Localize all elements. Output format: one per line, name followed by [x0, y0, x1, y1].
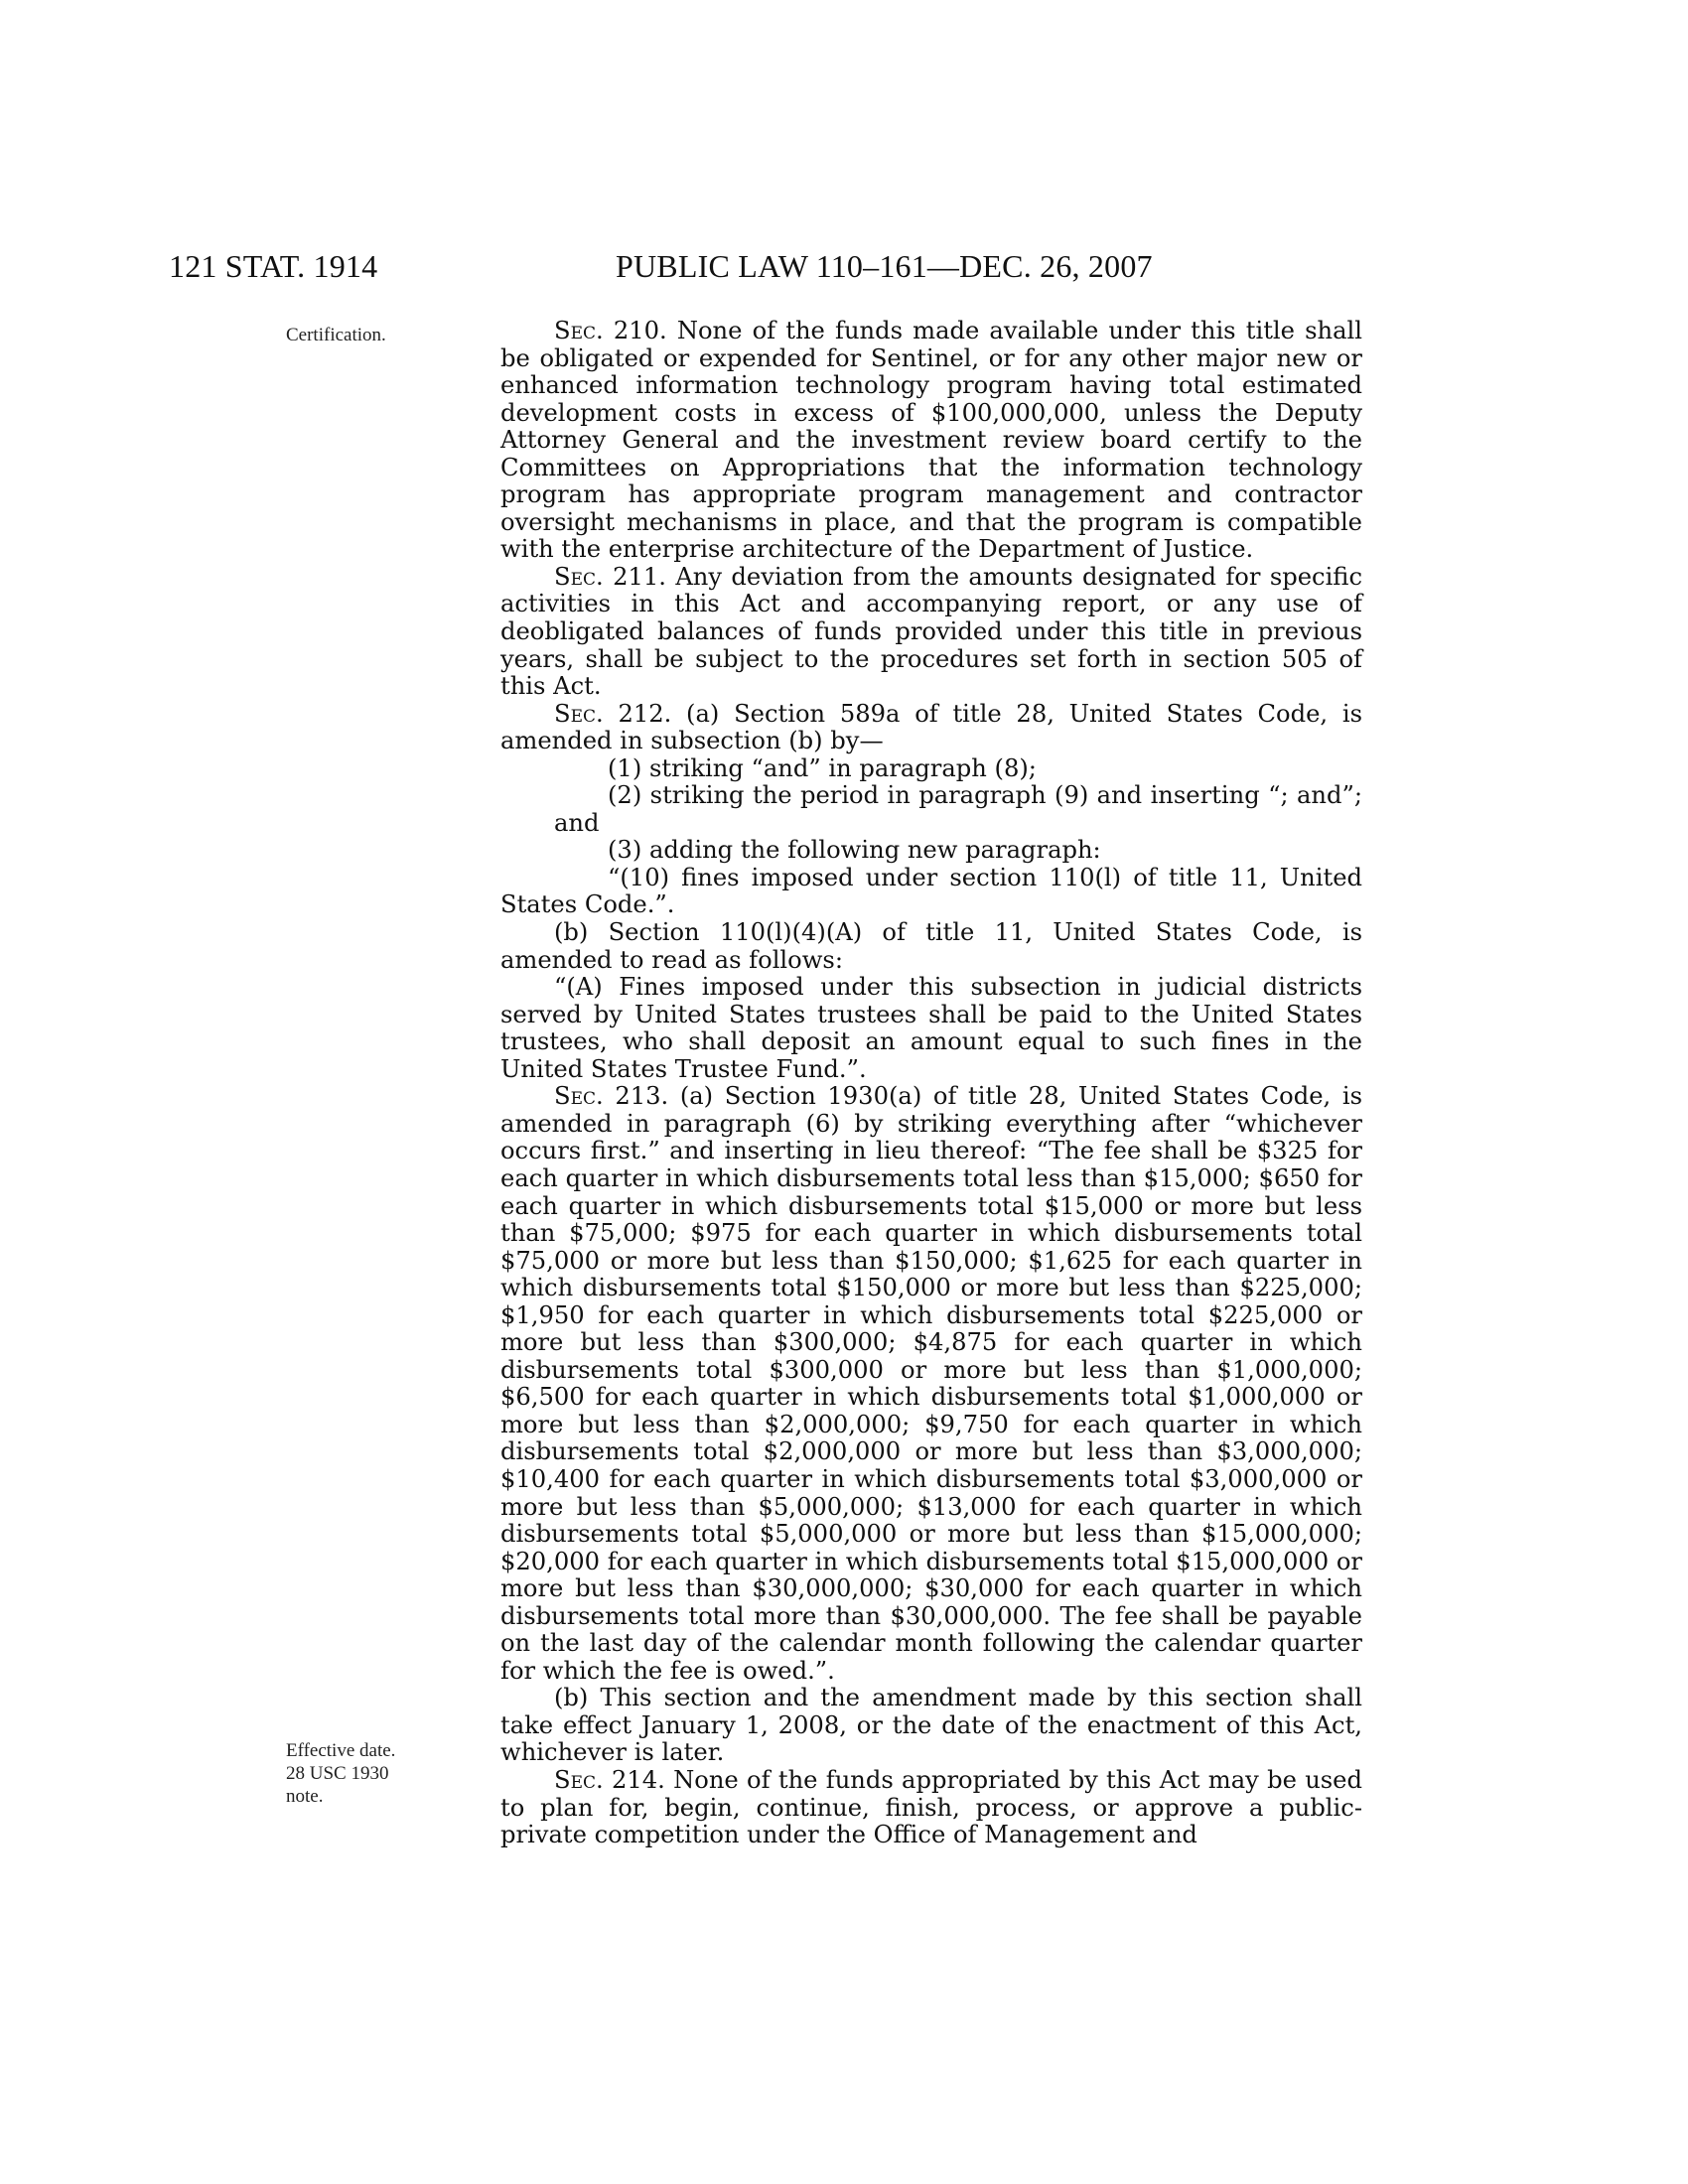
section-label: Sec. [554, 1765, 604, 1794]
section-212-a-3: (3) adding the following new paragraph: [608, 836, 1101, 865]
section-212-a-3-paragraph: “(10) fines imposed under section 110(l) of title 11, United States Code.”. [500, 863, 1362, 919]
section-212-a-2: (2) striking the period in paragraph (9) and inserting “; and”; and [554, 781, 1362, 837]
certification-note: Certification. [286, 325, 386, 345]
section-213-a-text: 213. (a) Section 1930(a) of title 28, United States Code, is amended in paragraph (6) by striking everything after “whichever occurs first.” and inserting in lieu thereof: “The fee shall be $325 for each quarter in which disbursements total less than $15,000; $650 for each quarter in which disbursements total $15,000 or more but less than $75,000; $975 for each quarter in which disbursements total $75,000 or more but less than $150,000; $1,625 for each quarter in which disbursements total $150,000 or more but less than $225,000; $1,950 for each quarter in which disbursements total $225,000 or more but less than $300,000; $4,875 for each quarter in which disbursements total $300,000 or more but less than $1,000,000; $6,500 for each quarter in which disbursements total $1,000,000 or more but less than $2,000,000; $9,750 for each quarter in which disbursements total $2,000,000 or more but less than $3,000,000; $10,400 for each quarter in which disbursements total $3,000,000 or more but less than $5,000,000; $13,000 for each quarter in which disbursements total $5,000,000 or more but less than $15,000,000; $20,000 for each quarter in which disbursements total $15,000,000 or more but less than $30,000,000; $30,000 for each quarter in which disbursements total more than $30,000,000. The fee shall be payable on the last day of the calendar month following the calendar quarter for which the fee is owed.”. [500, 1082, 1362, 1685]
section-214 [500, 1767, 1362, 1849]
effective-date-note: Effective date. [286, 1740, 396, 1761]
margin-note-effective-date [286, 1739, 445, 1808]
section-212-a [500, 701, 1362, 755]
section-212-a-1: (1) striking “and” in paragraph (8); [608, 753, 1037, 782]
section-214-text: 214. None of the funds appropriated by this Act may be used to plan for, begin, continue, finish, process, or approve a public-private competition under the Office of Management and [500, 1765, 1362, 1849]
section-211 [500, 564, 1362, 701]
section-211-text: 211. Any deviation from the amounts designated for specific activities in this Act and accompanying report, or any use of deobligated balances of funds provided under this title in previous years, shall be subject to the procedures set forth in section 505 of this Act. [500, 562, 1362, 701]
section-213-a [500, 1083, 1362, 1685]
usc-note-line2: note. [286, 1786, 324, 1807]
section-label: Sec. [554, 562, 604, 591]
section-212-b-paragraph: “(A) Fines imposed under this subsection in judicial districts served by United States trustees shall be paid to the United States trustees, who shall deposit an amount equal to such fines in the United States Trustee Fund.”. [500, 973, 1362, 1083]
section-label: Sec. [554, 699, 604, 728]
usc-note-line1: 28 USC 1930 [286, 1763, 389, 1784]
margin-note-certification [286, 324, 445, 346]
section-212-a-text: 212. (a) Section 589a of title 28, United States Code, is amended in subsection (b) by— [500, 699, 1362, 755]
section-label: Sec. [554, 1082, 604, 1111]
public-law-title: PUBLIC LAW 110–161—DEC. 26, 2007 [616, 248, 1153, 284]
section-213-b: (b) This section and the amendment made by this section shall take effect January 1, 2008, or the date of the enactment of this Act, whichever is later. [500, 1684, 1362, 1767]
statute-page-number: 121 STAT. 1914 [169, 248, 378, 284]
section-210-text: 210. None of the funds made available under this title shall be obligated or expended for Sentinel, or for any other major new or enhanced information technology program having total estimated development costs in excess of $100,000,000, unless the Deputy Attorney General and the investment review board certify to the Committees on Appropriations that the information technology program has appropriate program management and contractor oversight mechanisms in place, and that the program is compatible with the enterprise architecture of the Department of Justice. [500, 317, 1362, 564]
section-210 [500, 318, 1362, 564]
page-header [169, 248, 1201, 288]
section-label: Sec. [554, 317, 604, 344]
section-212-b: (b) Section 110(l)(4)(A) of title 11, United States Code, is amended to read as follows: [500, 918, 1362, 974]
document-body [500, 318, 1362, 1849]
